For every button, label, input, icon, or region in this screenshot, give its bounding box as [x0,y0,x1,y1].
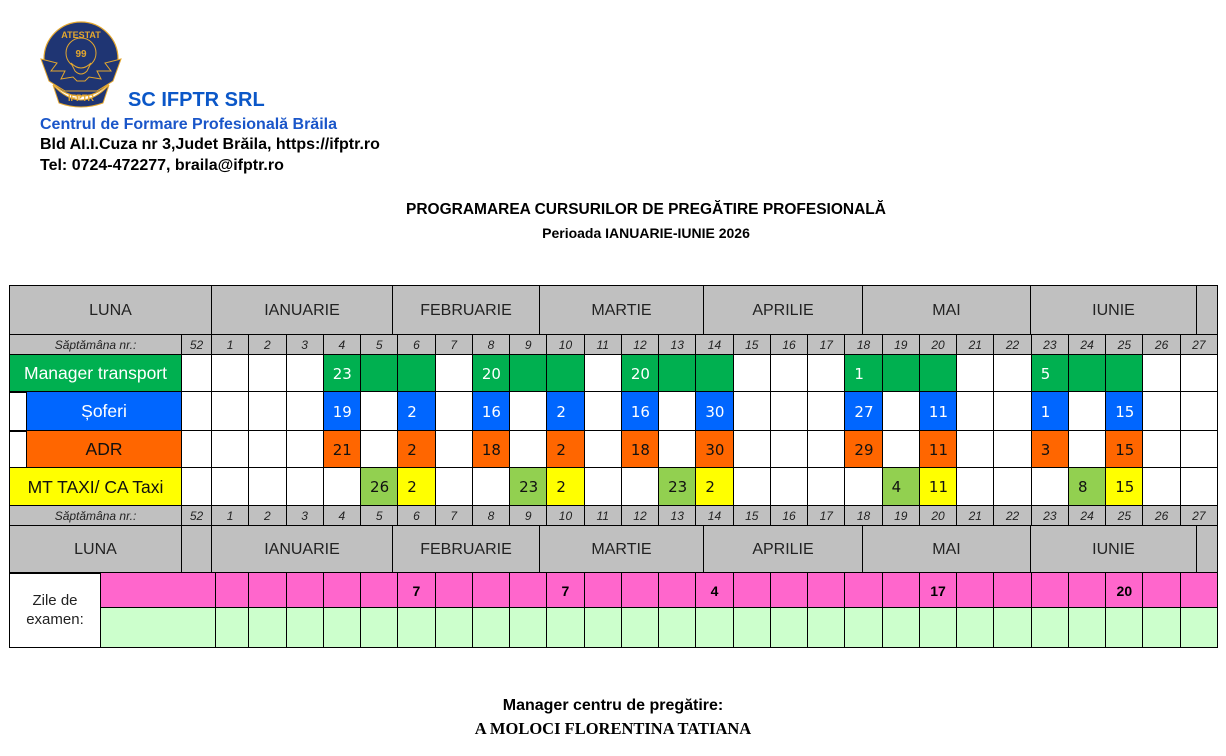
bottom-week-22: 22 [993,505,1031,527]
exam-pink-week-14: 4 [695,572,733,609]
bottom-month-aprilie: APRILIE [703,525,863,574]
row-adr-week-7 [435,430,473,469]
top-week-11: 11 [584,334,622,356]
row-adr-week-25: 15 [1105,430,1143,469]
top-week-6: 6 [397,334,435,356]
row--oferi-week-11 [584,391,622,432]
exam-pink-week-2 [248,572,286,609]
exam-pink-week-22 [993,572,1031,609]
row-mt-taxi-ca-taxi-week-27 [1180,467,1218,507]
row--oferi-week-25: 15 [1105,391,1143,432]
top-week-23: 23 [1031,334,1069,356]
bottom-week-25: 25 [1105,505,1143,527]
row-mt-taxi-ca-taxi-week-3 [286,467,324,507]
top-week-19: 19 [882,334,920,356]
row-mt-taxi-ca-taxi-week-26 [1142,467,1180,507]
row-adr-week-23: 3 [1031,430,1069,469]
row-manager-transport-week-14 [695,354,733,393]
row-adr-week-18: 29 [844,430,882,469]
center-name: Centrul de Formare Profesională Brăila [40,116,337,133]
exam-green-week-1 [215,607,249,648]
top-week-17: 17 [807,334,845,356]
row-adr-week-5 [360,430,398,469]
bottom-week-7: 7 [435,505,473,527]
exam-green-week-20 [919,607,957,648]
exam-pink-lead-cell [100,572,216,609]
top-week-4: 4 [323,334,361,356]
row-manager-transport-week-52 [181,354,212,393]
bottom-week-8: 8 [472,505,510,527]
row-adr-week-16 [770,430,808,469]
row--oferi-week-21 [956,391,994,432]
bottom-week-10: 10 [546,505,584,527]
top-month-aprilie: APRILIE [703,285,863,336]
row-adr-week-9 [509,430,547,469]
bottom-week-23: 23 [1031,505,1069,527]
row-adr-week-3 [286,430,324,469]
row-manager-transport-week-9 [509,354,547,393]
exam-green-week-12 [621,607,659,648]
row--oferi-week-1 [211,391,249,432]
row-mt-taxi-ca-taxi-week-12 [621,467,659,507]
row--oferi-week-12: 16 [621,391,659,432]
top-week-8: 8 [472,334,510,356]
row--oferi-week-4: 19 [323,391,361,432]
top-week-12: 12 [621,334,659,356]
row-mt-taxi-ca-taxi-week-9: 23 [509,467,547,507]
row-mt-taxi-ca-taxi-week-21 [956,467,994,507]
top-week-13: 13 [658,334,696,356]
manager-name: A MOLOCI FLORENTINA TATIANA [474,719,752,738]
row--oferi-week-15 [733,391,771,432]
row-manager-transport-week-11 [584,354,622,393]
row-adr-week-12: 18 [621,430,659,469]
row-mt-taxi-ca-taxi-week-25: 15 [1105,467,1143,507]
row-adr-week-8: 18 [472,430,510,469]
row--oferi-week-5 [360,391,398,432]
row-manager-transport-week-10 [546,354,584,393]
row-manager-transport-week-17 [807,354,845,393]
bottom-week-52: 52 [181,505,212,527]
row-adr-week-17 [807,430,845,469]
exam-pink-week-24 [1068,572,1106,609]
row-adr-week-2 [248,430,286,469]
row-mt-taxi-ca-taxi-week-5: 26 [360,467,398,507]
exam-green-week-14 [695,607,733,648]
address: Bld Al.I.Cuza nr 3,Judet Brăila, https://ifptr.ro [40,136,380,153]
row-adr-week-15 [733,430,771,469]
bottom-week-26: 26 [1142,505,1180,527]
bottom-week-11: 11 [584,505,622,527]
row-manager-transport-week-1 [211,354,249,393]
exam-green-week-27 [1180,607,1218,648]
bottom-week-label: Săptămâna nr.: [9,505,182,527]
row-manager-transport-week-12: 20 [621,354,659,393]
top-luna-header: LUNA [9,285,212,336]
row--oferi-week-22 [993,391,1031,432]
exam-pink-week-16 [770,572,808,609]
row-mt-taxi-ca-taxi-week-18 [844,467,882,507]
row-adr-week-13 [658,430,696,469]
row-mt-taxi-ca-taxi-week-7 [435,467,473,507]
row-manager-transport-week-27 [1180,354,1218,393]
exam-green-week-18 [844,607,882,648]
top-week-1: 1 [211,334,249,356]
bottom-month-mai: MAI [862,525,1031,574]
row-manager-transport-week-7 [435,354,473,393]
row-adr-week-14: 30 [695,430,733,469]
row-adr-label: ADR [26,430,182,469]
row--oferi-week-8: 16 [472,391,510,432]
row--oferi-indent [9,391,27,432]
logo-bottom-text: IFPTR [68,93,94,103]
row-adr-week-11 [584,430,622,469]
exam-pink-week-12 [621,572,659,609]
exam-green-week-10 [546,607,584,648]
exam-green-week-8 [472,607,510,648]
top-month-spacer [1196,285,1218,336]
page-subtitle: Perioada IANUARIE-IUNIE 2026 [542,225,750,241]
row--oferi-week-16 [770,391,808,432]
row--oferi-week-9 [509,391,547,432]
row--oferi-week-27 [1180,391,1218,432]
exam-pink-week-27 [1180,572,1218,609]
row-mt-taxi-ca-taxi-week-4 [323,467,361,507]
row-mt-taxi-ca-taxi-week-11 [584,467,622,507]
bottom-week-3: 3 [286,505,324,527]
bottom-week-24: 24 [1068,505,1106,527]
top-month-ianuarie: IANUARIE [211,285,393,336]
row-adr-week-6: 2 [397,430,435,469]
row-adr-week-52 [181,430,212,469]
top-week-25: 25 [1105,334,1143,356]
exam-pink-week-8 [472,572,510,609]
exam-pink-week-13 [658,572,696,609]
row-mt-taxi-ca-taxi-week-52 [181,467,212,507]
exam-green-week-19 [882,607,920,648]
row--oferi-week-7 [435,391,473,432]
row--oferi-week-13 [658,391,696,432]
exam-pink-week-1 [215,572,249,609]
top-week-2: 2 [248,334,286,356]
row-adr-week-21 [956,430,994,469]
logo-top-text: ATESTAT [61,30,101,40]
exam-green-week-24 [1068,607,1106,648]
row-adr-week-22 [993,430,1031,469]
row--oferi-week-23: 1 [1031,391,1069,432]
row-manager-transport-week-6 [397,354,435,393]
exam-pink-week-9 [509,572,547,609]
row-manager-transport-week-26 [1142,354,1180,393]
exam-pink-week-3 [286,572,324,609]
bottom-month-martie: MARTIE [539,525,704,574]
row-manager-transport-week-20 [919,354,957,393]
row-adr-week-4: 21 [323,430,361,469]
bottom-week-16: 16 [770,505,808,527]
bottom-week-14: 14 [695,505,733,527]
exam-green-week-9 [509,607,547,648]
bottom-month-iunie: IUNIE [1030,525,1197,574]
row-manager-transport-week-3 [286,354,324,393]
exam-pink-week-19 [882,572,920,609]
row-mt-taxi-ca-taxi-week-17 [807,467,845,507]
row-manager-transport-week-2 [248,354,286,393]
exam-green-week-4 [323,607,361,648]
bottom-week-15: 15 [733,505,771,527]
row--oferi-week-2 [248,391,286,432]
top-week-24: 24 [1068,334,1106,356]
exam-label-text: Zile de examen: [26,592,84,628]
top-week-label: Săptămâna nr.: [9,334,182,356]
row-adr-week-10: 2 [546,430,584,469]
exam-green-week-21 [956,607,994,648]
company-name: SC IFPTR SRL [128,89,265,111]
row-mt-taxi-ca-taxi-week-10: 2 [546,467,584,507]
exam-green-week-6 [397,607,435,648]
contact-info: Tel: 0724-472277, braila@ifptr.ro [40,157,284,174]
top-month-februarie: FEBRUARIE [392,285,540,336]
top-week-27: 27 [1180,334,1218,356]
row--oferi-week-26 [1142,391,1180,432]
exam-green-week-15 [733,607,771,648]
exam-pink-week-6: 7 [397,572,435,609]
top-week-3: 3 [286,334,324,356]
bottom-week-1: 1 [211,505,249,527]
row-adr-week-26 [1142,430,1180,469]
row-manager-transport-week-23: 5 [1031,354,1069,393]
row--oferi-week-52 [181,391,212,432]
exam-pink-week-17 [807,572,845,609]
row-mt-taxi-ca-taxi-week-16 [770,467,808,507]
exam-pink-week-23 [1031,572,1069,609]
top-week-22: 22 [993,334,1031,356]
top-month-iunie: IUNIE [1030,285,1197,336]
bottom-week-13: 13 [658,505,696,527]
bottom-blank-cell [181,525,212,574]
row-manager-transport-week-8: 20 [472,354,510,393]
row--oferi-week-20: 11 [919,391,957,432]
bottom-month-ianuarie: IANUARIE [211,525,393,574]
exam-pink-week-21 [956,572,994,609]
exam-pink-week-11 [584,572,622,609]
row-adr-week-19 [882,430,920,469]
bottom-week-4: 4 [323,505,361,527]
row-mt-taxi-ca-taxi-label: MT TAXI/ CA Taxi [9,467,182,507]
bottom-week-12: 12 [621,505,659,527]
exam-green-week-2 [248,607,286,648]
top-week-52: 52 [181,334,212,356]
top-week-7: 7 [435,334,473,356]
exam-label [9,572,101,648]
exam-pink-week-7 [435,572,473,609]
top-week-14: 14 [695,334,733,356]
row-manager-transport-week-25 [1105,354,1143,393]
row-manager-transport-label: Manager transport [9,354,182,393]
row-manager-transport-week-13 [658,354,696,393]
bottom-week-27: 27 [1180,505,1218,527]
exam-pink-week-4 [323,572,361,609]
exam-pink-week-18 [844,572,882,609]
exam-green-week-23 [1031,607,1069,648]
row-adr-indent [9,430,27,469]
exam-green-week-11 [584,607,622,648]
top-week-16: 16 [770,334,808,356]
bottom-month-februarie: FEBRUARIE [392,525,540,574]
exam-green-week-7 [435,607,473,648]
row-adr-week-1 [211,430,249,469]
logo-number: 99 [75,49,87,60]
top-week-15: 15 [733,334,771,356]
exam-green-week-16 [770,607,808,648]
row-mt-taxi-ca-taxi-week-23 [1031,467,1069,507]
row-adr-week-24 [1068,430,1106,469]
row-manager-transport-week-21 [956,354,994,393]
row-manager-transport-week-24 [1068,354,1106,393]
exam-green-week-25 [1105,607,1143,648]
top-week-9: 9 [509,334,547,356]
top-week-5: 5 [360,334,398,356]
top-week-20: 20 [919,334,957,356]
top-month-martie: MARTIE [539,285,704,336]
top-week-18: 18 [844,334,882,356]
exam-green-week-17 [807,607,845,648]
row-manager-transport-week-16 [770,354,808,393]
row-mt-taxi-ca-taxi-week-14: 2 [695,467,733,507]
row-mt-taxi-ca-taxi-week-13: 23 [658,467,696,507]
exam-green-week-22 [993,607,1031,648]
exam-pink-week-10: 7 [546,572,584,609]
bottom-week-18: 18 [844,505,882,527]
bottom-luna-header: LUNA [9,525,182,574]
top-month-mai: MAI [862,285,1031,336]
row-manager-transport-week-5 [360,354,398,393]
row-mt-taxi-ca-taxi-week-24: 8 [1068,467,1106,507]
exam-green-lead-cell [100,607,216,648]
row--oferi-week-24 [1068,391,1106,432]
exam-green-week-26 [1142,607,1180,648]
row--oferi-week-18: 27 [844,391,882,432]
row--oferi-week-17 [807,391,845,432]
top-week-21: 21 [956,334,994,356]
top-week-26: 26 [1142,334,1180,356]
row--oferi-label: Șoferi [26,391,182,432]
row-mt-taxi-ca-taxi-week-6: 2 [397,467,435,507]
row-manager-transport-week-19 [882,354,920,393]
bottom-month-spacer [1196,525,1218,574]
row-mt-taxi-ca-taxi-week-20: 11 [919,467,957,507]
exam-green-week-5 [360,607,398,648]
exam-green-week-13 [658,607,696,648]
bottom-week-19: 19 [882,505,920,527]
bottom-week-21: 21 [956,505,994,527]
row-mt-taxi-ca-taxi-week-8 [472,467,510,507]
row-manager-transport-week-4: 23 [323,354,361,393]
row-mt-taxi-ca-taxi-week-15 [733,467,771,507]
row-mt-taxi-ca-taxi-week-19: 4 [882,467,920,507]
row-mt-taxi-ca-taxi-week-2 [248,467,286,507]
exam-pink-week-25: 20 [1105,572,1143,609]
exam-pink-week-26 [1142,572,1180,609]
row--oferi-week-3 [286,391,324,432]
row-adr-week-20: 11 [919,430,957,469]
row-mt-taxi-ca-taxi-week-22 [993,467,1031,507]
row--oferi-week-14: 30 [695,391,733,432]
row-manager-transport-week-18: 1 [844,354,882,393]
row--oferi-week-10: 2 [546,391,584,432]
row--oferi-week-19 [882,391,920,432]
exam-pink-week-20: 17 [919,572,957,609]
row--oferi-week-6: 2 [397,391,435,432]
page-title: PROGRAMAREA CURSURILOR DE PREGĂTIRE PROFESIONALĂ [406,201,886,218]
bottom-week-17: 17 [807,505,845,527]
bottom-week-20: 20 [919,505,957,527]
manager-role: Manager centru de pregătire: [502,697,724,714]
bottom-week-5: 5 [360,505,398,527]
bottom-week-9: 9 [509,505,547,527]
exam-pink-week-5 [360,572,398,609]
exam-pink-week-15 [733,572,771,609]
exam-green-week-3 [286,607,324,648]
top-week-10: 10 [546,334,584,356]
bottom-week-2: 2 [248,505,286,527]
row-adr-week-27 [1180,430,1218,469]
row-mt-taxi-ca-taxi-week-1 [211,467,249,507]
bottom-week-6: 6 [397,505,435,527]
row-manager-transport-week-15 [733,354,771,393]
row-manager-transport-week-22 [993,354,1031,393]
